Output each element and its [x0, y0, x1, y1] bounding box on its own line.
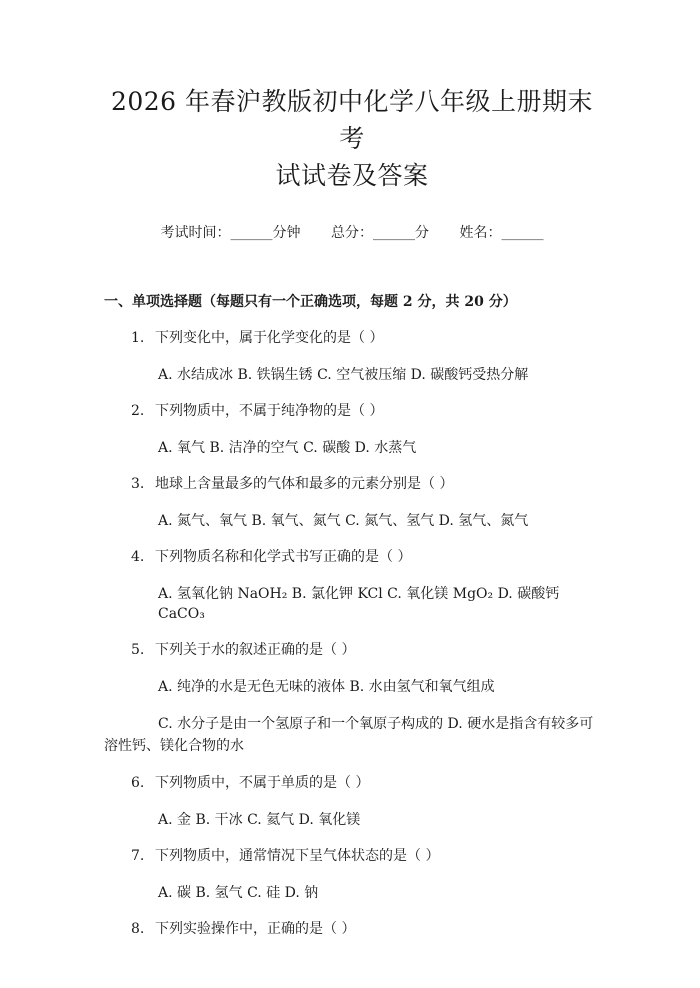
question-3: 3. 地球上含量最多的气体和最多的元素分别是（ ）	[131, 476, 454, 492]
exam-title-line2: 试试卷及答案	[275, 161, 429, 190]
question-2: 2. 下列物质中，不属于纯净物的是（ ）	[131, 403, 384, 419]
question-4: 4. 下列物质名称和化学式书写正确的是（ ）	[131, 549, 412, 565]
question-stem: 下列变化中，属于化学变化的是（ ）	[155, 330, 384, 346]
question-7-options: A. 碳 B. 氢气 C. 硅 D. 钠	[158, 885, 319, 901]
question-stem: 下列实验操作中，正确的是（ ）	[155, 921, 356, 937]
question-stem: 下列物质名称和化学式书写正确的是（ ）	[155, 549, 412, 565]
section-title-single-choice: 一、单项选择题（每题只有一个正确选项，每题 2 分，共 20 分）	[104, 294, 517, 310]
question-5-options: A. 纯净的水是无色无味的液体 B. 水由氢气和氧气组成	[158, 679, 495, 695]
exam-score-field: 总分：______分	[331, 225, 429, 241]
question-1: 1. 下列变化中，属于化学变化的是（ ）	[131, 330, 384, 346]
question-stem: 下列物质中，通常情况下呈气体状态的是（ ）	[155, 848, 440, 864]
exam-title-line1: 2026 年春沪教版初中化学八年级上册期末考	[110, 87, 594, 153]
exam-page	[0, 83, 700, 988]
question-7: 7. 下列物质中，通常情况下呈气体状态的是（ ）	[131, 848, 440, 864]
question-stem: 下列关于水的叙述正确的是（ ）	[155, 642, 356, 658]
exam-name-field: 姓名：______	[459, 225, 544, 241]
question-4-options: A. 氢氧化钠 NaOH₂ B. 氯化钾 KCl C. 氧化镁 MgO₂ D. 碳酸钙 CaCO₃	[158, 586, 560, 622]
question-stem: 地球上含量最多的气体和最多的元素分别是（ ）	[155, 476, 454, 492]
question-2-options: A. 氧气 B. 洁净的空气 C. 碳酸 D. 水蒸气	[158, 440, 417, 456]
exam-info	[104, 223, 600, 243]
question-6: 6. 下列物质中，不属于单质的是（ ）	[131, 775, 370, 791]
exam-title	[104, 83, 600, 194]
exam-time-field: 考试时间：______分钟	[160, 225, 301, 241]
question-6-options: A. 金 B. 干冰 C. 氦气 D. 氧化镁	[158, 812, 361, 828]
question-8: 8. 下列实验操作中，正确的是（ ）	[131, 921, 356, 937]
question-3-options: A. 氮气、氧气 B. 氧气、氮气 C. 氮气、氢气 D. 氢气、氮气	[158, 513, 529, 529]
question-1-options: A. 水结成冰 B. 铁锅生锈 C. 空气被压缩 D. 碳酸钙受热分解	[158, 367, 529, 383]
question-5-options-continued: C. 水分子是由一个氢原子和一个氧原子构成的 D. 硬水是指含有较多可溶性钙、镁化合物的水	[104, 716, 594, 754]
question-stem: 下列物质中，不属于单质的是（ ）	[155, 775, 370, 791]
question-5: 5. 下列关于水的叙述正确的是（ ）	[131, 642, 356, 658]
question-stem: 下列物质中，不属于纯净物的是（ ）	[155, 403, 384, 419]
